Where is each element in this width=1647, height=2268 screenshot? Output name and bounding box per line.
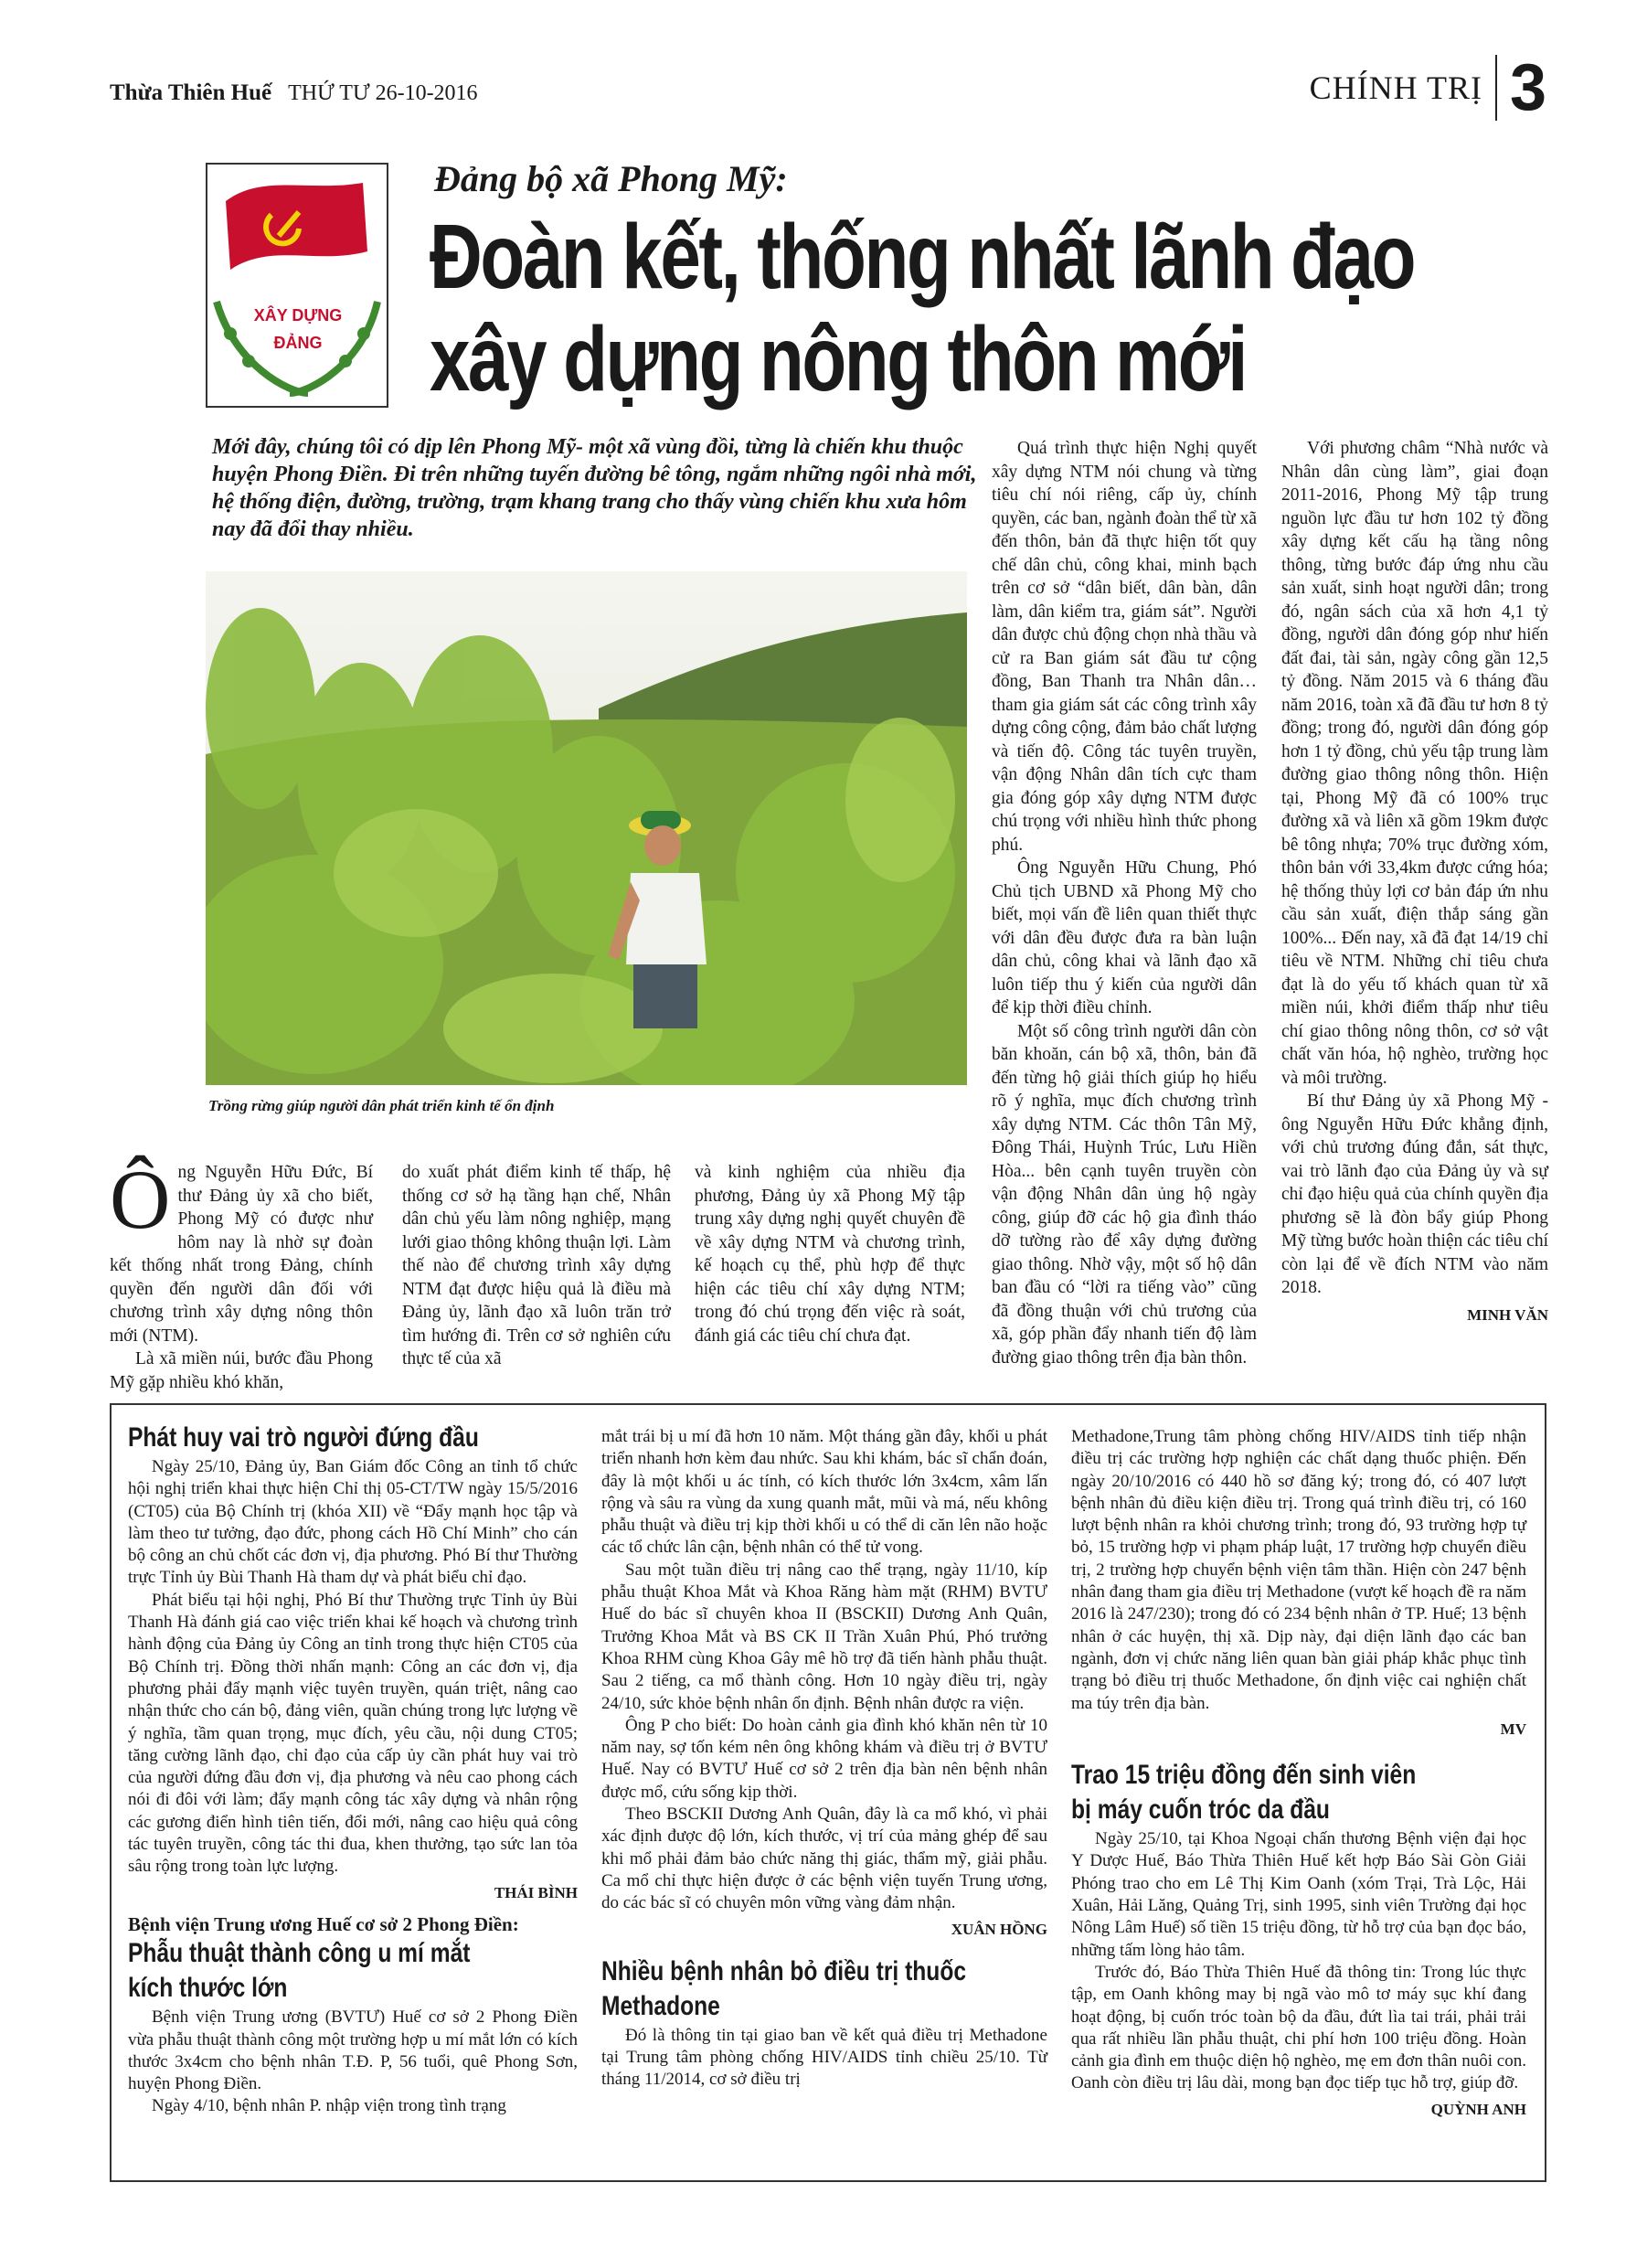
article-col3-p1: và kinh nghiệm của nhiều địa phương, Đảng ủy xã Phong Mỹ tập trung xây dựng nghị quyết chuyên đề về xây dựng NTM và chương trình, kế hoạch cụ thể, phù hợp để thực hiện các tiêu chí xây dựng NTM; trong đó chú trọng đến việc rà soát, đánh giá các tiêu chí chưa đạt. <box>695 1163 965 1346</box>
news3-title-line1: Nhiều bệnh nhân bỏ điều trị thuốc <box>601 1955 967 1986</box>
news4-p2: Trước đó, Báo Thừa Thiên Huế đã thông tin: Trong lúc thực tập, em Oanh không may bị ngã vào mô tơ máy sục khí đang hoạt động, bị cuốn tróc toàn bộ da đầu, đứt lìa tai trái, phải trải qua rất nhiều lần phẫu thuật, chi phí hơn 100 triệu đồng. Hoàn cảnh gia đình em thuộc diện hộ nghèo, mẹ em đơn thân nuôi con. Oanh còn điều trị lâu dài, mong bạn đọc tiếp tục hỗ trợ, giúp đỡ. <box>1071 1962 1526 2093</box>
news3-byline: MV <box>1500 1720 1526 1738</box>
article-col4-p2: Ông Nguyễn Hữu Chung, Phó Chủ tịch UBND xã Phong Mỹ cho biết, mọi vấn đề liên quan thiết thực với dân đều được đưa ra bàn luận dân chủ, công khai và lãnh đạo xã luôn tiếp thu ý kiến của người dân để kịp thời điều chỉnh. <box>992 858 1257 1017</box>
news2-p3: mắt trái bị u mí đã hơn 10 năm. Một tháng gần đây, khối u phát triển nhanh hơn kèm đau nhức. Sau khi khám, bác sĩ chẩn đoán, đây là một khối u ác tính, có kích thước lớn 3x4cm, xâm lấn rộng và sâu ra vùng da xung quanh mắt, mũi và má, nếu không phẫu thuật và điều trị kịp thời khối u có thể di căn lên não hoặc các tổ chức lân cận, bệnh nhân có thể tử vong. <box>601 1427 1047 1558</box>
news3-title-line2: Methadone <box>601 1990 720 2021</box>
article-col-3 <box>695 1161 965 1347</box>
news2-byline: XUÂN HỒNG <box>951 1920 1047 1938</box>
news2-p1: Bệnh viện Trung ương (BVTƯ) Huế cơ sở 2 Phong Điền vừa phẫu thuật thành công một trường hợp u mí mắt lớn có kích thước 3x4cm cho bệnh nhân T.Đ. P, 56 tuổi, quê Phong Sơn, huyện Phong Điền. <box>128 2007 578 2094</box>
headline-line2: xây dựng nông thôn mới <box>430 308 1247 410</box>
photo-caption: Trồng rừng giúp người dân phát triển kinh tế ổn định <box>208 1097 555 1114</box>
masthead-right <box>1309 51 1546 124</box>
news1-byline: THÁI BÌNH <box>494 1883 578 1901</box>
news4-title-line2: bị máy cuốn tróc da đầu <box>1071 1794 1330 1826</box>
drop-cap: Ô <box>110 1153 171 1246</box>
logo-text <box>244 302 352 357</box>
section-name: CHÍNH TRỊ <box>1309 69 1482 106</box>
news-col-1 <box>128 1421 578 2118</box>
article-headline <box>430 206 1415 410</box>
party-building-logo <box>206 163 388 408</box>
logo-text-line2: ĐẢNG <box>273 334 323 352</box>
article-col-5 <box>1281 437 1548 1326</box>
news2-title-line2: kích thước lớn <box>128 1973 288 2004</box>
news2-p5: Ông P cho biết: Do hoàn cảnh gia đình khó khăn nên từ 10 năm nay, sợ tốn kém nên ông không khám và điều trị ở BVTƯ Huế. Nay có BVTƯ Huế cơ sở 2 trên địa bàn nên bệnh nhân được mổ, cứu sống kịp thời. <box>601 1715 1047 1802</box>
article-col4-p3: Một số công trình người dân còn băn khoăn, cán bộ xã, thôn, bản đã đến từng hộ giải thích giúp họ hiểu rõ ý nghĩa, mục đích chương trình xây dựng NTM. Các thôn Tân Mỹ, Đông Thái, Huỳnh Trúc, Lưu Hiền Hòa... bên cạnh tuyên truyền còn vận động Nhân dân ủng hộ ngày công, giúp đỡ các hộ gia đình tháo dỡ tường rào để xây dựng đường giao thông. Nhờ vậy, một số hộ dân ban đầu có “lời ra tiếng vào” cũng đã đồng thuận với chủ trương của xã, góp phần đẩy nhanh tiến độ làm đường giao thông trên địa bàn thôn. <box>992 1021 1257 1368</box>
farmer-forest-image <box>206 571 967 1085</box>
article-col-4 <box>992 437 1257 1369</box>
article-col5-p2: Bí thư Đảng ủy xã Phong Mỹ - ông Nguyễn Hữu Đức khẳng định, với chủ trương đúng đắn, sát thực, vai trò lãnh đạo của Đảng ủy và sự chỉ đạo hiệu quả của chính quyền địa phương sẽ là đòn bẩy giúp Phong Mỹ từng bước hoàn thiện các tiêu chí còn lại để về đích NTM vào năm 2018. <box>1281 1091 1548 1297</box>
news1-p1: Ngày 25/10, Đảng ủy, Ban Giám đốc Công an tỉnh tổ chức hội nghị triển khai thực hiện Chỉ thị 05-CT/TW ngày 15/5/2016 (CT05) của Bộ Chính trị (khóa XII) về “Đẩy mạnh học tập và làm theo tư tưởng, đạo đức, phong cách Hồ Chí Minh” cho cán bộ công an chủ chốt các đơn vị, địa phương. Phó Bí thư Thường trực Tỉnh ủy Bùi Thanh Hà tham dự và phát biểu chỉ đạo. <box>128 1457 578 1588</box>
news3-p2: Methadone,Trung tâm phòng chống HIV/AIDS tỉnh tiếp nhận điều trị các trường hợp nghiện các chất dạng thuốc phiện. Đến ngày 20/10/2016 có 440 hồ sơ đăng ký; trong đó, có 407 lượt bệnh nhân đủ điều kiện điều trị. Trong quá trình điều trị, có 160 lượt bệnh nhân ra khỏi chương trình; trong đó, 93 trường hợp tự bỏ, 15 trường hợp vi phạm pháp luật, 17 trường hợp chuyển điều trị, 2 trường hợp chuyển bệnh viện tâm thần. Hiện còn 247 bệnh nhân đang tham gia điều trị Methadone (vượt kế hoạch đề ra năm 2016 là 247/230); trong đó có 234 bệnh nhân ở TP. Huế; 13 bệnh nhân ở các huyện, thị xã. Dịp này, đại diện lãnh đạo các ban ngành, đơn vị chức năng liên quan bàn giải pháp khắc phục tình trạng bỏ điều trị thuốc Methadone, ổn định việc cai nghiện chất ma túy trên địa bàn. <box>1071 1427 1526 1713</box>
news1-title: Phát huy vai trò người đứng đầu <box>128 1422 479 1453</box>
news2-p6: Theo BSCKII Dương Anh Quân, đây là ca mổ khó, vì phải xác định được độ lớn, kích thước, vị trí của mảng ghép để sau khi mổ phải đảm bảo chức năng thị giác, thẩm mỹ, giải phẫu. Ca mổ chỉ thực hiện được ở các bệnh viện tuyến Trung ương, do các bác sĩ có chuyên môn vững vàng đảm nhận. <box>601 1805 1047 1913</box>
news4-title-line1: Trao 15 triệu đồng đến sinh viên <box>1071 1760 1417 1791</box>
article-col2-p1: do xuất phát điểm kinh tế thấp, hệ thống cơ sở hạ tầng hạn chế, Nhân dân chủ yếu làm nông nghiệp, mạng lưới giao thông không thuận lợi. Làm thế nào để chương trình xây dựng NTM đạt được hiệu quả là điều mà Đảng ủy, lãnh đạo xã luôn trăn trở tìm hướng đi. Trên cơ sở nghiên cứu thực tế của xã <box>402 1163 671 1368</box>
article-kicker: Đảng bộ xã Phong Mỹ: <box>434 158 788 199</box>
paper-name: Thừa Thiên Huế <box>110 80 272 105</box>
news2-title-line1: Phẫu thuật thành công u mí mắt <box>128 1938 471 1969</box>
article-lede: Mới đây, chúng tôi có dịp lên Phong Mỹ- một xã vùng đồi, từng là chiến khu thuộc huyện Phong Điền. Đi trên những tuyến đường bê tông, ngắm những ngôi nhà mới, hệ thống điện, đường, trường, trạm khang trang cho thấy vùng chiến khu xưa hôm nay đã đổi thay nhiều. <box>212 435 977 541</box>
issue-date: THỨ TƯ 26-10-2016 <box>288 81 478 105</box>
news4-p1: Ngày 25/10, tại Khoa Ngoại chấn thương Bệnh viện đại học Y Dược Huế, Báo Thừa Thiên Huế kết hợp Báo Sài Gòn Giải Phóng trao cho em Lê Thị Kim Oanh (xóm Trại, Trà Lộc, Hải Xuân, Hải Lăng, Quảng Trị, sinh 1995, sinh viên Trường đại học Nông Lâm Huế) số tiền 15 triệu đồng, từ hỗ trợ của bạn đọc báo, những tấm lòng hảo tâm. <box>1071 1829 1526 1960</box>
headline-line1: Đoàn kết, thống nhất lãnh đạo <box>430 206 1415 308</box>
article-photo <box>206 571 967 1085</box>
news3-p1: Đó là thông tin tại giao ban về kết quả điều trị Methadone tại Trung tâm phòng chống HIV/AIDS tỉnh chiều 25/10. Từ tháng 11/2014, cơ sở điều trị <box>601 2025 1047 2090</box>
article-col4-p1: Quá trình thực hiện Nghị quyết xây dựng NTM nói chung và từng tiêu chí nói riêng, cấp ủy, chính quyền, các ban, ngành đoàn thể từ xã đến thôn, bản đã thực hiện tốt quy chế dân chủ, công khai, minh bạch trên cơ sở “dân biết, dân bàn, dân làm, dân kiểm tra, giám sát”. Người dân được chủ động chọn nhà thầu và cử ra Ban giám sát đầu tư cộng đồng, Ban Thanh tra Nhân dân… tham gia giám sát các công trình xây dựng công cộng, đảm bảo chất lượng và tiến độ. Công tác tuyên truyền, vận động Nhân dân tích cực tham gia đóng góp xây dựng NTM được chú trọng với nhiều hình thức phong phú. <box>992 439 1257 855</box>
news2-p4: Sau một tuần điều trị nâng cao thể trạng, ngày 11/10, kíp phẫu thuật Khoa Mắt và Khoa Răng hàm mặt (RHM) BVTƯ Huế do bác sĩ chuyên khoa II (BSCKII) Dương Anh Quân, Trưởng Khoa Mắt và BS CK II Trần Xuân Phú, Phó trưởng Khoa RHM cùng Khoa Gây mê hồ trợ đã tiến hành phẫu thuật. Sau 2 tiếng, ca mổ thành công. Hơn 10 ngày điều trị, ngày 24/10, sức khỏe bệnh nhân ổn định. Bệnh nhân được ra viện. <box>601 1560 1047 1713</box>
news-col-3 <box>1071 1426 1526 2121</box>
article-col5-p1: Với phương châm “Nhà nước và Nhân dân cùng làm”, giai đoạn 2011-2016, Phong Mỹ tập trung nguồn lực đầu tư hơn 102 tỷ đồng xây dựng kết cấu hạ tầng nông thông, từng bước đáp ứng nhu cầu sản xuất, sinh hoạt người dân; trong đó, ngân sách của xã hơn 4,1 tỷ đồng, người dân đóng góp như hiến đất đai, tài sản, ngày công gần 12,5 tỷ đồng. Năm 2015 và 6 tháng đầu năm 2016, toàn xã đã đầu tư hơn 8 tỷ đồng; trong đó, người dân đóng góp hơn 1 tỷ đồng, chủ yếu tập trung làm đường giao thông nông thôn. Hiện tại, Phong Mỹ đã có 100% trục đường xã và liên xã gồm 19km được bê tông nhựa; 70% trục đường xóm, thôn bản với 33,4km được cứng hóa; hệ thống thủy lợi cơ bản đáp ứn nhu cầu sản xuất, điện thắp sáng gần 100%... Đến nay, xã đã đạt 14/19 chỉ tiêu về NTM. Những chỉ tiêu chưa đạt là do yếu tố khách quan từ xã miền núi, khởi điểm thấp như tiêu chí giao thông nông thôn, cơ sở vật chất văn hóa, hộ nghèo, trường học và môi trường. <box>1281 439 1548 1088</box>
flag-icon <box>207 165 387 406</box>
news4-byline: QUỲNH ANH <box>1430 2100 1526 2118</box>
masthead-left <box>110 80 478 106</box>
logo-text-line1: XÂY DỰNG <box>253 306 343 325</box>
article-col-1 <box>110 1153 373 1394</box>
news1-p2: Phát biểu tại hội nghị, Phó Bí thư Thường trực Tỉnh ủy Bùi Thanh Hà đánh giá cao việc triển khai kế hoạch và chương trình hành động của Đảng ủy Công an tỉnh trong thực hiện CT05 của Bộ Chính trị. Đồng thời nhấn mạnh: Công an các đơn vị, địa phương phải đẩy mạnh việc tuyên truyền, quán triệt, nâng cao nhận thức cho cán bộ, đảng viên, quần chúng trong lực lượng về ý nghĩa, tầm quan trọng, mục đích, yêu cầu, nội dung CT05; tăng cường lãnh đạo, chỉ đạo của cấp ủy cần phát huy vai trò của người đứng đầu đơn vị, địa phương và nêu cao phong cách nói đi đôi với làm; đẩy mạnh công tác xây dựng và nhân rộng các gương điển hình tiên tiến, đổi mới, nâng cao hiệu quả công tác tuyên truyền, công tác thi đua, khen thưởng, tạo sức lan tỏa sâu rộng trong toàn lực lượng. <box>128 1590 578 1877</box>
news2-kicker: Bệnh viện Trung ương Huế cơ sở 2 Phong Điền: <box>128 1912 519 1935</box>
page-number: 3 <box>1495 55 1546 121</box>
article-col1-p2: Là xã miền núi, bước đầu Phong Mỹ gặp nhiều khó khăn, <box>110 1349 373 1392</box>
article-col-2 <box>402 1161 671 1371</box>
article-col1-p1: ng Nguyễn Hữu Đức, Bí thư Đảng ủy xã cho biết, Phong Mỹ có được như hôm nay là nhờ sự đoàn kết thống nhất trong Đảng, chính quyền đến người dân đối với chương trình xây dựng nông thôn mới (NTM). <box>110 1163 373 1346</box>
news-col-2 <box>601 1426 1047 2092</box>
article-byline: MINH VĂN <box>1467 1305 1548 1324</box>
news2-p2: Ngày 4/10, bệnh nhân P. nhập viện trong tình trạng <box>152 2096 506 2116</box>
